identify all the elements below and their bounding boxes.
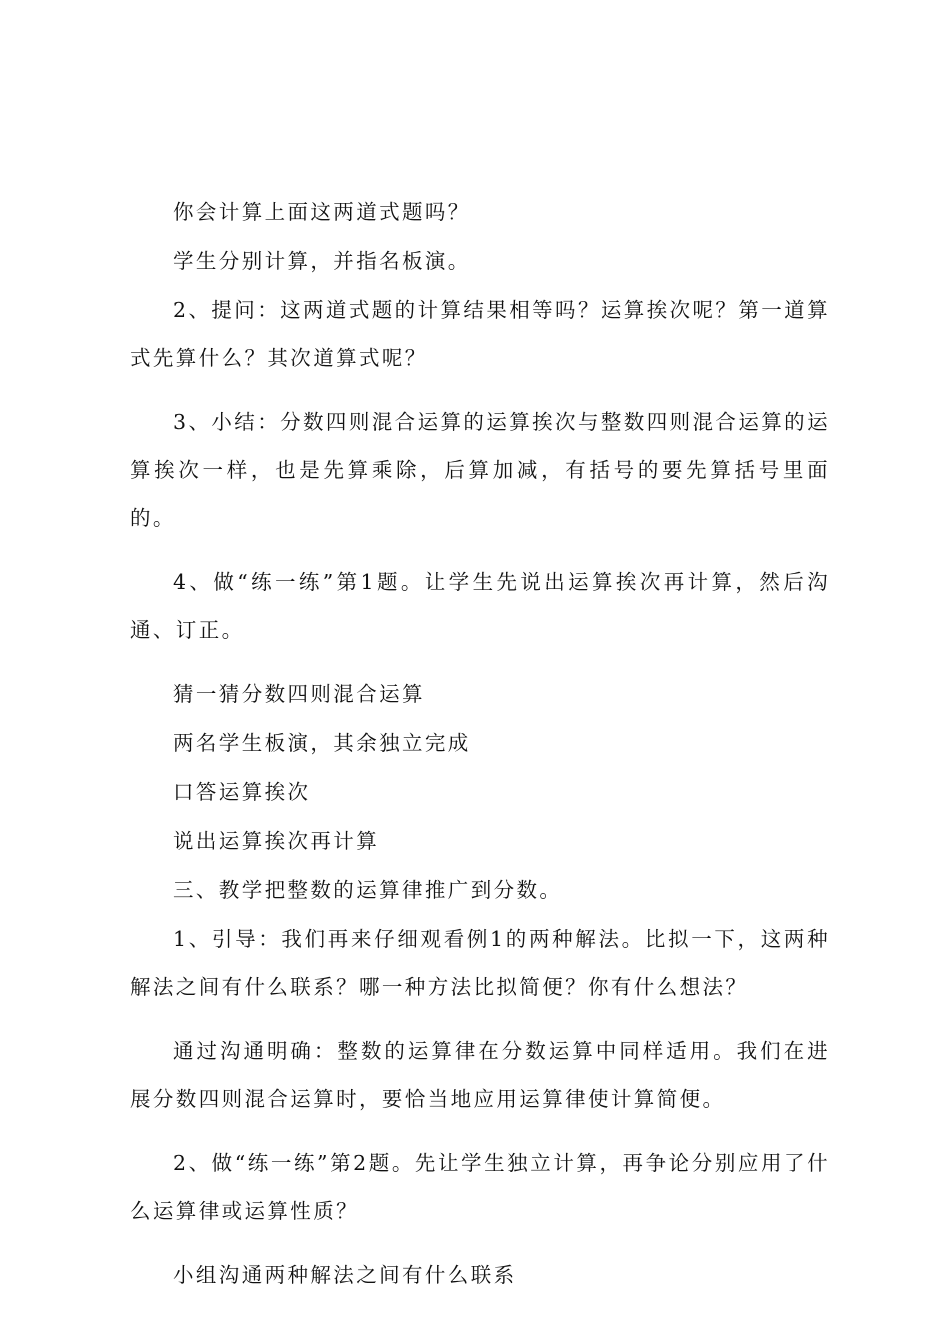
paragraph: 学生分别计算，并指名板演。 <box>173 249 471 273</box>
paragraph: 小组沟通两种解法之间有什么联系 <box>173 1263 517 1287</box>
paragraph: 通过沟通明确：整数的运算律在分数运算中同样适用。我们在进展分数四则混合运算时，要恰当地应用运算律使计算简便。 <box>130 1039 830 1111</box>
paragraph: 3、小结：分数四则混合运算的运算挨次与整数四则混合运算的运算挨次一样，也是先算乘除，后算加减，有括号的要先算括号里面的。 <box>130 410 830 530</box>
paragraph: 两名学生板演，其余独立完成 <box>173 731 471 755</box>
document-body <box>130 188 830 1300</box>
paragraph: 4、做“练一练”第1题。让学生先说出运算挨次再计算，然后沟通、订正。 <box>130 570 830 642</box>
paragraph: 猜一猜分数四则混合运算 <box>173 682 425 706</box>
paragraph: 你会计算上面这两道式题吗？ <box>173 200 471 224</box>
paragraph: 说出运算挨次再计算 <box>173 829 380 853</box>
paragraph: 1、引导：我们再来仔细观看例1的两种解法。比拟一下，这两种解法之间有什么联系？哪一种方法比拟简便？你有什么想法？ <box>130 927 830 999</box>
paragraph: 三、教学把整数的运算律推广到分数。 <box>173 878 563 902</box>
paragraph: 口答运算挨次 <box>173 780 311 804</box>
paragraph: 2、做“练一练”第2题。先让学生独立计算，再争论分别应用了什么运算律或运算性质？ <box>130 1151 830 1223</box>
paragraph: 2、提问：这两道式题的计算结果相等吗？运算挨次呢？第一道算式先算什么？其次道算式呢？ <box>130 298 830 370</box>
